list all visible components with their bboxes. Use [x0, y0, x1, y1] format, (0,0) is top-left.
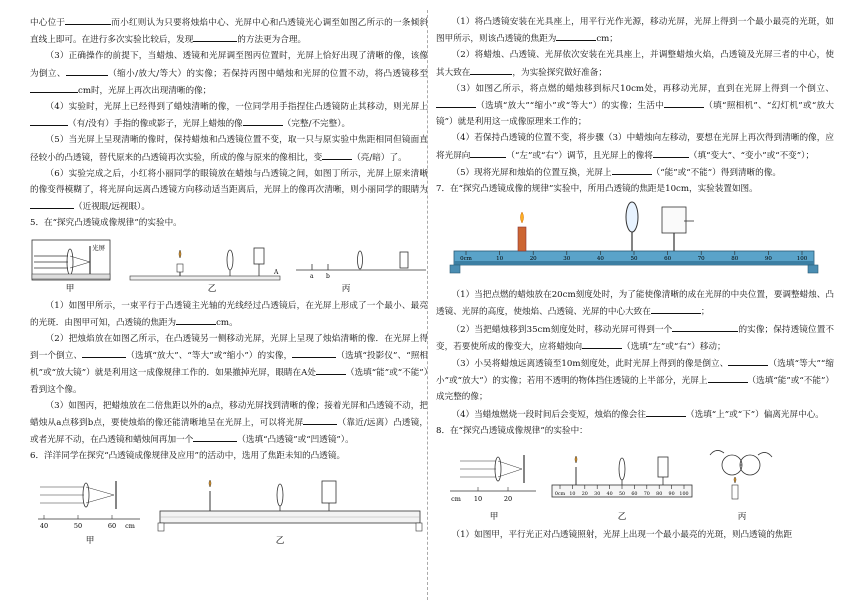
q6-part3: （3）如图乙所示，将点燃的蜡烛移到标尺10cm处，再移动光屏，直到在光屏上得到一个倒立、（选填“放大”“缩小”或“等大”）的实像；生活中 （填“照相机”、“幻灯机”或“放大镜”）就是利用这一成像原理来工作的； — [436, 83, 834, 128]
ruler-tick-label: 90 — [668, 492, 675, 498]
ruler-tick-label: 30 — [594, 492, 601, 498]
q4-part5: （5）当光屏上呈现清晰的像时，保持蜡烛和凸透镜位置不变，取一只与原实验中焦距相同但镜面直径较小的凸透镜，替代原来的凸透镜再次实验，所成的像与原来的像相比，变 （亮/暗）了。 — [30, 135, 428, 163]
svg-text:10: 10 — [473, 495, 483, 504]
answer-blank[interactable] — [66, 65, 108, 76]
ruler-tick-label: 90 — [764, 256, 772, 263]
svg-text:a: a — [310, 272, 314, 280]
q8-diagram — [436, 441, 834, 525]
answer-blank[interactable] — [65, 14, 111, 25]
ruler-tick-label: 10 — [569, 492, 576, 498]
svg-text:60: 60 — [107, 521, 117, 530]
ruler-tick-label: 70 — [697, 256, 705, 263]
q4-part6: （6）实验完成之后，小红将小丽同学的眼镜放在蜡烛与凸透镜之间，如图丁所示，光屏上原来清晰的像变得模糊了，将光屏向远离凸透镜方向移动适当距离后，光屏上的像再次清晰，则小丽同学的眼睛为（近视眼/远视眼）。 — [30, 168, 428, 213]
q8-fig-jia — [450, 455, 536, 503]
ruler-tick-label: 100 — [796, 256, 808, 263]
q7-optical-bench — [436, 199, 834, 285]
q5-part3: （3）如图丙，把蜡烛放在二倍焦距以外的a点，移动光屏找到清晰的像；接着光屏和凸透镜不动，把蜡烛从a点移到b点，要使烛焰的像还能清晰地呈在光屏上，可以将光屏 （靠近/远离）凸透镜，或者光屏不动，在凸透镜和蜡烛间再加一个 （选填“凸透镜”或“凹透镜”）。 — [30, 400, 428, 446]
answer-blank[interactable] — [322, 149, 352, 160]
q7-part3: （3）小吴将蜡烛远离透镜至10m刻度处，此时光屏上得到的像是倒立、 （选填“等大”“缩小”或“放大”）的实像；若用不透明的物体挡住透镜的上半部分，光屏上 （选填“能”或“不能”）成完整的像； — [436, 355, 834, 406]
ruler-tick-label: 20 — [529, 256, 537, 263]
answer-blank[interactable] — [436, 97, 476, 108]
ruler-tick-label: 60 — [631, 492, 638, 498]
ruler-tick-label: 100 — [679, 492, 689, 498]
answer-blank[interactable] — [470, 147, 506, 158]
ruler-tick-label: 60 — [664, 256, 672, 263]
answer-blank[interactable] — [193, 431, 237, 442]
fig-label-jia: 甲 — [489, 512, 499, 523]
ruler-tick-label: 80 — [731, 256, 739, 263]
q4-part4: （4）实验时，光屏上已经得到了蜡烛清晰的像，一位同学用手指捏住凸透镜防止其移动，则光屏上（有/没有）手指的像或影子，光屏上蜡烛的像 （完整/不完整）。 — [30, 99, 428, 132]
q7-figure — [436, 199, 834, 285]
q8-fig-yi — [552, 456, 692, 497]
q6-figure — [30, 467, 428, 549]
svg-text:cm: cm — [125, 521, 135, 530]
ruler-tick-label: 20 — [581, 492, 588, 498]
answer-blank[interactable] — [30, 115, 68, 126]
q6-diagram — [30, 467, 428, 549]
ruler-tick-label: 50 — [630, 256, 638, 263]
answer-blank[interactable] — [672, 321, 738, 332]
fig-label-yi: 乙 — [207, 283, 217, 294]
answer-blank[interactable] — [316, 364, 346, 375]
fig-label-jia: 甲 — [65, 283, 75, 294]
q6-fig-jia — [38, 481, 140, 530]
q6-part5: （5）现将光屏和烛焰的位置互换，光屏上 （“能”或“不能”）得到清晰的像。 — [436, 164, 834, 181]
fig-label-jia: 甲 — [85, 535, 95, 546]
q5-fig-bing — [296, 251, 426, 280]
svg-text:cm: cm — [451, 495, 461, 504]
q4-part2: 中心位于 而小红则认为只要将烛焰中心、光屏中心和凸透镜光心调至如图乙所示的一条倾斜直线上即可。在进行多次实验比较后，发现 的方法更为合理。 — [30, 14, 428, 48]
answer-blank[interactable] — [582, 338, 622, 349]
q5-fig-yi — [130, 248, 280, 280]
ruler-tick-label: 10 — [496, 256, 504, 263]
answer-blank[interactable] — [30, 198, 74, 209]
answer-blank[interactable] — [30, 82, 78, 93]
question-7-title: 7．在“探究凸透镜成像的规律”实验中，所用凸透镜的焦距是10cm，实验装置如图。 — [436, 184, 758, 195]
q6-part4: （4）若保持凸透镜的位置不变，将步骤（3）中蜡烛向左移动，要想在光屏上再次得到清晰的像，应将光屏向 （“左”或“右”）调节，且光屏上的像将 （填“变大”、“变小”或“不变”）； — [436, 133, 834, 161]
svg-text:20: 20 — [503, 495, 513, 504]
fig-label-yi: 乙 — [275, 535, 285, 546]
q5-part1: （1）如图甲所示，一束平行于凸透镜主光轴的光线经过凸透镜后，在光屏上形成了一个最小、最亮的光斑．由图甲可知，凸透镜的焦距为 cm。 — [30, 300, 428, 328]
svg-text:光屏: 光屏 — [92, 243, 105, 252]
question-6-title: 6．洋洋同学在探究“凸透镜成像规律及应用”的活动中，选用了焦距未知的凸透镜。 — [30, 451, 346, 462]
svg-text:A: A — [274, 268, 279, 276]
answer-blank[interactable] — [664, 97, 704, 108]
q6-fig-yi — [158, 480, 422, 531]
answer-blank[interactable] — [303, 414, 337, 425]
answer-blank[interactable] — [193, 31, 237, 42]
q8-part1: （1）如图甲，平行光正对凸透镜照射，光屏上出现一个最小最亮的光斑，则凸透镜的焦距 — [451, 530, 793, 541]
q5-diagram — [30, 234, 428, 296]
ruler-tick-label: 70 — [643, 492, 650, 498]
q8-figure — [436, 441, 834, 525]
q7-part1: （1）当把点燃的蜡烛放在20cm刻度处时，为了能使像清晰的成在光屏的中央位置，要调整蜡烛、凸透镜、光屏的高度，使烛焰、凸透镜、光屏的中心大致在 ； — [436, 290, 834, 318]
ruler-tick-label: 50 — [618, 492, 626, 498]
ruler-tick-label: 80 — [656, 492, 663, 498]
question-8-title: 8．在“探究凸透镜成像规律”的实验中： — [436, 425, 588, 436]
answer-blank[interactable] — [82, 347, 126, 358]
fig-label-bing: 丙 — [341, 283, 351, 294]
svg-text:40: 40 — [39, 521, 49, 530]
q6-part1: （1）将凸透镜安装在光具座上，用平行光作光源，移动光屏，光屏上得到一个最小最亮的光斑，如图甲所示，则该凸透镜的焦距为 cm； — [436, 17, 834, 45]
ruler-tick-label: 0cm — [554, 492, 566, 498]
answer-blank[interactable] — [292, 347, 336, 358]
answer-blank[interactable] — [470, 64, 512, 75]
ruler-tick-label: 40 — [606, 492, 613, 498]
question-5-title: 5．在“探究凸透镜成像规律”的实验中。 — [30, 218, 182, 229]
answer-blank[interactable] — [728, 355, 768, 366]
answer-blank[interactable] — [646, 406, 686, 417]
q5-fig-jia — [32, 240, 110, 280]
q5-figure — [30, 234, 428, 296]
fig-label-yi: 乙 — [617, 512, 627, 523]
q7-part2: （2）当把蜡烛移到35cm刻度处时，移动光屏可得到一个 的实像；保持透镜位置不变，若要使所成的像变大，应将蜡烛向 （选填“左”或“右”）移动； — [436, 321, 834, 355]
answer-blank[interactable] — [176, 314, 216, 325]
answer-blank[interactable] — [243, 115, 283, 126]
q6-part2: （2）将蜡烛、凸透镜、光屏依次安装在光具座上，并调整蜡烛火焰，凸透镜及光屏三者的中心，使其大致在 ，为实验探究做好准备； — [436, 50, 834, 78]
ruler-tick-label: 30 — [563, 256, 571, 263]
left-column — [30, 14, 428, 551]
answer-blank[interactable] — [708, 372, 748, 383]
column-divider — [427, 10, 428, 600]
q8-fig-bing — [710, 450, 772, 499]
svg-text:b: b — [326, 272, 330, 280]
q5-part2: （2）把烛焰放在如图乙所示，在凸透镜另一侧移动光屏，光屏上呈现了烛焰清晰的像．在光屏上得到一个倒立、 （选填“放大”、“等大”或“缩小”）的实像， （选填“投影仪”、“照相机”或“放大镜”）就是利用这一成像规律工作的．如果撤掉光屏，眼睛在A处 （选填“能”或“不能”）看到这个像。 — [30, 334, 428, 395]
answer-blank[interactable] — [651, 303, 701, 314]
q7-part4: （4）当蜡烛燃烧一段时间后会变短，烛焰的像会往 （选填“上”或“下”）偏离光屏中心。 — [436, 406, 834, 423]
answer-blank[interactable] — [556, 30, 596, 41]
answer-blank[interactable] — [653, 147, 689, 158]
svg-text:50: 50 — [73, 521, 83, 530]
answer-blank[interactable] — [612, 164, 652, 175]
q4-part3: （3）正确操作的前提下，当蜡烛、透镜和光屏调至图丙位置时，光屏上恰好出现了清晰的像，该像为倒立、 （缩小/放大/等大）的实像；若保持丙图中蜡烛和光屏的位置不动，将凸透镜移至cm时，光屏上再次出现清晰的像； — [30, 51, 428, 96]
ruler-tick-label: 0cm — [460, 256, 472, 263]
right-column — [436, 14, 834, 543]
ruler-tick-label: 40 — [596, 256, 604, 263]
fig-label-bing: 丙 — [737, 512, 747, 523]
